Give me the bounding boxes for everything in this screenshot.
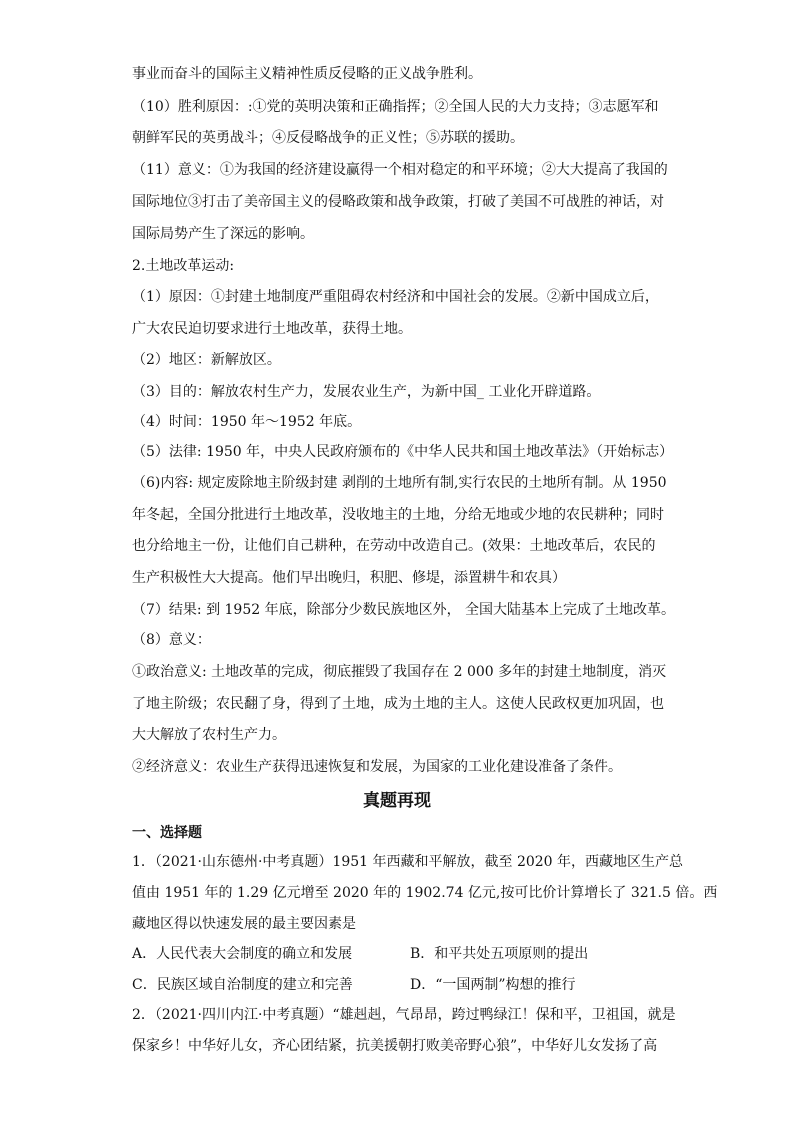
text-line: （4）时间：1950 年～1952 年底。 (132, 414, 362, 430)
question-2-text: 保家乡！中华好儿女，齐心团结紧，抗美援朝打败美帝野心狼”，中华好儿女发扬了高 (132, 1038, 658, 1054)
text-line: 也分给地主一份，让他们自己耕种，在劳动中改造自己。(效果：土地改革后，农民的 (132, 538, 656, 554)
text-line: 国际局势产生了深远的影响。 (132, 226, 314, 242)
text-line: 了地主阶级；农民翻了身，得到了土地，成为土地的主人。这使人民政权更加巩固，也 (132, 696, 664, 712)
text-line: （8）意义： (132, 632, 211, 648)
text-line: （7）结果: 到 1952 年底，除部分少数民族地区外， 全国大陆基本上完成了土地改革。 (132, 602, 676, 618)
text-line: （10）胜利原因：:①党的英明决策和正确指挥；②全国人民的大力支持；③志愿军和 (132, 99, 659, 115)
question-1-option-b: B．和平共处五项原则的提出 (410, 946, 589, 962)
text-line: （2）地区：新解放区。 (132, 352, 281, 368)
text-line: 大大解放了农村生产力。 (132, 727, 286, 743)
question-1-option-d: D．“一国两制”构想的推行 (410, 977, 576, 993)
text-line: （5）法律: 1950 年，中央人民政府颁布的《中华人民共和国土地改革法》（开始标志） (132, 444, 674, 460)
subsection-title: 2.土地改革运动: (132, 258, 235, 274)
question-1-text: 藏地区得以快速发展的最主要因素是 (132, 916, 356, 932)
text-line: （3）目的：解放农村生产力，发展农业生产，为新中国_ 工业化开辟道路。 (132, 384, 601, 400)
text-line: （1）原因：①封建土地制度严重阻碍农村经济和中国社会的发展。②新中国成立后， (132, 289, 659, 305)
question-2-text: 2．（2021·四川内江·中考真题）“雄赳赳，气昂昂，跨过鸭绿江！保和平，卫祖国，就是 (132, 1007, 676, 1023)
question-1-text: 值由 1951 年的 1.29 亿元增至 2020 年的 1902.74 亿元,按可比价计算增长了 321.5 倍。西 (132, 885, 718, 901)
section-subtitle: 一、选择题 (132, 825, 202, 841)
question-1-text: 1．（2021·山东德州·中考真题）1951 年西藏和平解放，截至 2020 年，西藏地区生产总 (132, 854, 684, 870)
text-line: ①政治意义: 土地改革的完成，彻底摧毁了我国存在 2 000 多年的封建土地制度，消灭 (132, 664, 667, 680)
text-line: 生产积极性大大提高。他们早出晚归，积肥、修堤，添置耕牛和农具） (132, 570, 566, 586)
text-line: （11）意义：①为我国的经济建设赢得一个相对稳定的和平环境；②大大提高了我国的 (132, 162, 668, 178)
text-line: （6)内容: 规定废除地主阶级封建 剥削的土地所有制,实行农民的土地所有制。从 1950 (132, 475, 667, 491)
text-line: ②经济意义：农业生产获得迅速恢复和发展，为国家的工业化建设准备了条件。 (132, 759, 622, 775)
text-line: 国际地位③打击了美帝国主义的侵略政策和战争政策，打破了美国不可战胜的神话，对 (132, 194, 664, 210)
text-line: 广大农民迫切要求进行土地改革，获得土地。 (132, 321, 412, 337)
question-1-option-a: A．人民代表大会制度的确立和发展 (132, 946, 353, 962)
text-line: 朝鲜军民的英勇战斗；④反侵略战争的正义性；⑤苏联的援助。 (132, 130, 524, 146)
text-line: 事业而奋斗的国际主义精神性质反侵略的正义战争胜利。 (132, 66, 482, 82)
question-1-option-c: C．民族区域自治制度的建立和完善 (132, 977, 353, 993)
text-line: 年冬起，全国分批进行土地改革，没收地主的土地，分给无地或少地的农民耕种；同时 (132, 507, 664, 523)
section-heading: 真题再现 (363, 791, 431, 811)
